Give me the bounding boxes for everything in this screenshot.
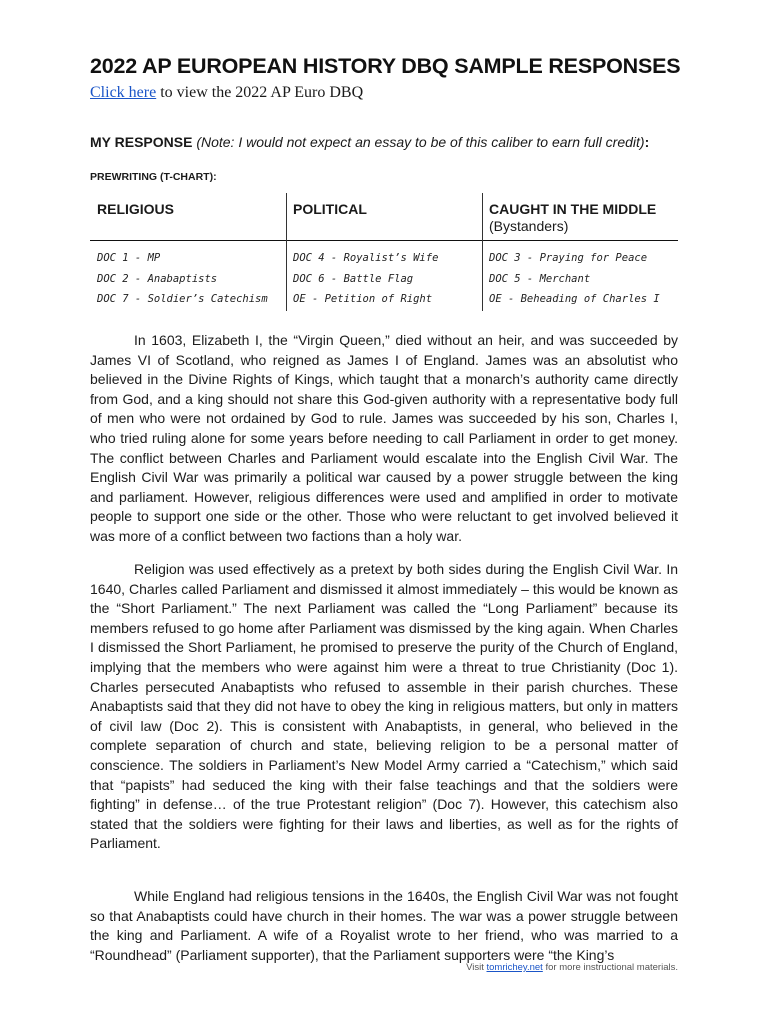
my-response-label: MY RESPONSE — [90, 134, 193, 150]
page-footer — [90, 962, 678, 973]
dbq-link-description: to view the 2022 AP Euro DBQ — [156, 84, 364, 101]
click-here-link[interactable]: Click here — [90, 84, 157, 101]
column-item: OE - Beheading of Charles I — [489, 293, 660, 305]
tomrichey-link[interactable]: tomrichey.net — [486, 962, 543, 973]
essay-paragraph: While England had religious tensions in the 1640s, the English Civil War was not fought so that Anabaptists could have church in their homes. The war was a power struggle between the king and Parliament. A wife of a Royalist wrote to her friend, who was married to a “Roundhead” (Parliament supporter), that the Parliament supporters were “the King’s — [90, 888, 678, 963]
page-title: 2022 AP EUROPEAN HISTORY DBQ SAMPLE RESPONSES — [90, 54, 681, 78]
column-item: DOC 5 - Merchant — [489, 273, 591, 285]
footer-suffix: for more instructional materials. — [542, 962, 678, 973]
essay-paragraph: Religion was used effectively as a pretext by both sides during the English Civil War. In 1640, Charles called Parliament and dismissed it almost immediately – this would be known as the “Short Parliament.” The next Parliament was called the “Long Parliament” because its members refused to go home after Parliament was dismissed by the king again. When Charles I dismissed the Short Parliament, he promised to preserve the purity of the Church of England, implying that the members who were against him were a threat to true Christianity (Doc 1). Charles persecuted Anabaptists who refused to assemble in their parish churches. These Anabaptists said that they did not have to obey the king in religious matters, but only in matters of civil law (Doc 2). This is consistent with Anabaptists, in general, who believed in the complete separation of church and state, believing religion to be a personal matter of conscience. The soldiers in Parliament’s New Model Army carried a “Catechism,” which said that “papists” had seduced the king with their false teachings and that the soldiers were fighting” in defense… of the true Protestant religion” (Doc 7). However, this catechism also stated that the soldiers were fighting for their laws and liberties, as well as for the rights of Parliament. — [90, 561, 678, 852]
my-response-note: (Note: I would not expect an essay to be of this caliber to earn full credit) — [192, 134, 645, 150]
column-heading: POLITICAL — [293, 201, 367, 217]
t-chart-horizontal-rule — [90, 240, 678, 241]
column-item: OE - Petition of Right — [293, 293, 433, 305]
t-chart — [90, 193, 678, 311]
column-heading: RELIGIOUS — [97, 201, 175, 217]
my-response-heading — [90, 134, 649, 150]
column-item: DOC 3 - Praying for Peace — [489, 252, 648, 264]
column-item: DOC 2 - Anabaptists — [97, 273, 218, 285]
column-item: DOC 1 - MP — [97, 252, 161, 264]
column-heading: CAUGHT IN THE MIDDLE — [489, 201, 657, 217]
column-item: DOC 6 - Battle Flag — [293, 273, 414, 285]
footer-prefix: Visit — [466, 962, 487, 973]
essay-paragraph: In 1603, Elizabeth I, the “Virgin Queen,” died without an heir, and was succeeded by James VI of Scotland, who reigned as James I of England. James was an absolutist who believed in the Divine Rights of Kings, which taught that a monarch’s authority came directly from God, and a king should not share this God-given authority with a representative body full of men who were not ordained by God to rule. James was succeeded by his son, Charles I, who tried ruling alone for some years before needing to call Parliament in order to get money. The conflict between Charles and Parliament would escalate into the English Civil War. The English Civil War was primarily a political war caused by a power struggle between the king and parliament. However, religious differences were used and amplified in order to motivate people to support one side or the other. Those who were reluctant to get involved believed it was more of a conflict between two factions than a holy war. — [90, 332, 678, 544]
column-item: DOC 4 - Royalist’s Wife — [293, 252, 439, 264]
dbq-link-line — [90, 84, 363, 102]
column-item: DOC 7 - Soldier’s Catechism — [97, 293, 268, 305]
t-chart-divider — [286, 193, 287, 311]
my-response-colon: : — [644, 134, 650, 150]
prewriting-label: PREWRITING (T-CHART): — [90, 171, 217, 183]
column-subheading: (Bystanders) — [489, 218, 569, 234]
t-chart-divider — [482, 193, 483, 311]
